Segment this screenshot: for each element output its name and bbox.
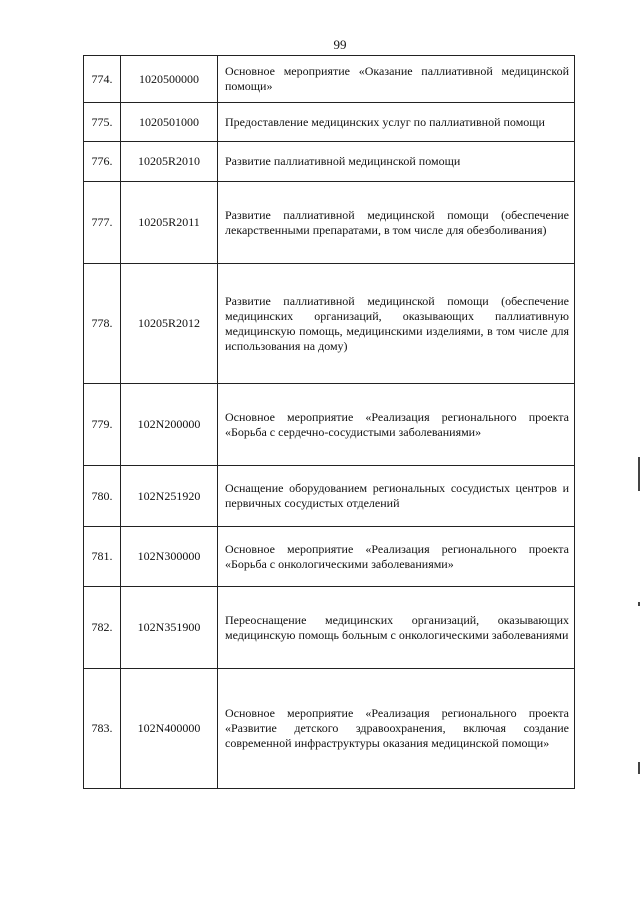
row-code: 102N300000 bbox=[121, 527, 218, 587]
table-row bbox=[84, 527, 575, 587]
row-name: Оснащение оборудованием региональных сосудистых центров и первичных сосудистых отделений bbox=[218, 466, 575, 527]
row-number: 781. bbox=[84, 527, 121, 587]
budget-classification-table bbox=[83, 55, 575, 789]
table-row bbox=[84, 264, 575, 384]
row-name: Основное мероприятие «Реализация регионального проекта «Развитие детского здравоохранения, включая создание современной инфраструктуры оказания медицинской помощи» bbox=[218, 669, 575, 789]
row-number: 779. bbox=[84, 384, 121, 466]
row-name: Предоставление медицинских услуг по паллиативной помощи bbox=[218, 103, 575, 142]
row-code: 102N351900 bbox=[121, 587, 218, 669]
row-name: Развитие паллиативной медицинской помощи (обеспечение медицинских организаций, оказывающих паллиативную медицинскую помощь, медицинскими изделиями, в том числе для использования на дому) bbox=[218, 264, 575, 384]
row-code: 1020500000 bbox=[121, 56, 218, 103]
row-name: Переоснащение медицинских организаций, оказывающих медицинскую помощь больным с онкологическими заболеваниями bbox=[218, 587, 575, 669]
row-code: 102N400000 bbox=[121, 669, 218, 789]
row-code: 102N200000 bbox=[121, 384, 218, 466]
row-number: 776. bbox=[84, 142, 121, 182]
table-row bbox=[84, 466, 575, 527]
row-name: Основное мероприятие «Реализация регионального проекта «Борьба с сердечно-сосудистыми заболеваниями» bbox=[218, 384, 575, 466]
page-number: 99 bbox=[333, 37, 347, 52]
row-number: 782. bbox=[84, 587, 121, 669]
row-number: 777. bbox=[84, 182, 121, 264]
table-row bbox=[84, 142, 575, 182]
row-name: Основное мероприятие «Оказание паллиативной медицинской помощи» bbox=[218, 56, 575, 103]
table-row bbox=[84, 669, 575, 789]
row-number: 780. bbox=[84, 466, 121, 527]
table-row bbox=[84, 56, 575, 103]
row-number: 778. bbox=[84, 264, 121, 384]
row-name: Основное мероприятие «Реализация регионального проекта «Борьба с онкологическими заболеваниями» bbox=[218, 527, 575, 587]
table-row bbox=[84, 587, 575, 669]
row-number: 783. bbox=[84, 669, 121, 789]
row-number: 775. bbox=[84, 103, 121, 142]
row-number: 774. bbox=[84, 56, 121, 103]
row-code: 10205R2012 bbox=[121, 264, 218, 384]
table-row bbox=[84, 103, 575, 142]
row-code: 1020501000 bbox=[121, 103, 218, 142]
row-code: 10205R2010 bbox=[121, 142, 218, 182]
row-name: Развитие паллиативной медицинской помощи (обеспечение лекарственными препаратами, в том числе для обезболивания) bbox=[218, 182, 575, 264]
table-row bbox=[84, 384, 575, 466]
row-name: Развитие паллиативной медицинской помощи bbox=[218, 142, 575, 182]
row-code: 10205R2011 bbox=[121, 182, 218, 264]
row-code: 102N251920 bbox=[121, 466, 218, 527]
table-row bbox=[84, 182, 575, 264]
